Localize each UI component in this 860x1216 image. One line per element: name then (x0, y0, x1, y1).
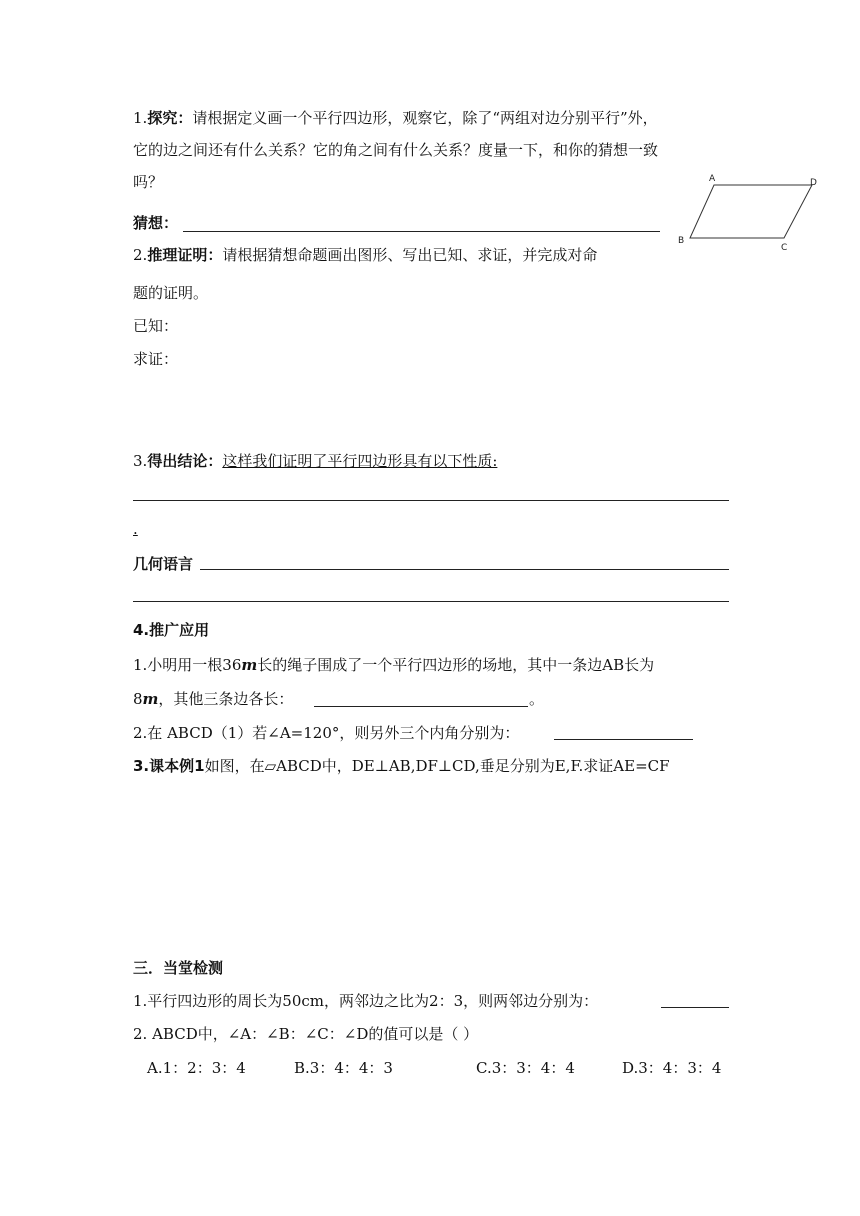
parallelogram-svg (676, 170, 824, 254)
q1-unit-m: m (241, 656, 258, 674)
q3-text: 如图，在▱ABCD中，DE⊥AB,DF⊥CD,垂足分别为E,F.求证AE=CF (204, 757, 670, 775)
q1-text-c: ，其他三条边各长： (158, 690, 294, 708)
application-q2: 2.在 ABCD（1）若∠A=120°，则另外三个内角分别为： (133, 724, 520, 742)
check-option-d: D.3：4：3：4 (622, 1059, 722, 1077)
section1-line3: 吗？ (133, 173, 164, 191)
check-q1-answer-line (661, 1007, 729, 1008)
section1-number: 1. (133, 109, 148, 127)
section2-number: 2. (133, 246, 148, 264)
section2-text1: 请根据猜想命题画出图形、写出已知、求证，并完成对命 (222, 246, 598, 264)
q1-length-value: 8 (133, 690, 143, 708)
vertex-label-d: D (810, 178, 817, 188)
application-q3 (133, 756, 670, 776)
q1-end: 。 (529, 690, 545, 708)
section1-line1 (133, 108, 658, 128)
q1-text-b: 长的绳子围成了一个平行四边形的场地，其中一条边AB长为 (257, 656, 655, 674)
q1-unit-m-2: m (142, 690, 159, 708)
prove-label: 求证： (133, 350, 179, 368)
vertex-label-a: A (709, 174, 716, 184)
conclusion-dot: . (133, 520, 138, 538)
check-title: 三．当堂检测 (133, 959, 224, 977)
check-option-c: C.3：3：4：4 (476, 1059, 575, 1077)
parallelogram-figure (676, 170, 824, 254)
check-q2: 2. ABCD中，∠A：∠B：∠C：∠D的值可以是（ ） (133, 1025, 479, 1043)
vertex-label-c: C (781, 243, 788, 253)
check-q1: 1.平行四边形的周长为50cm，两邻边之比为2：3，则两邻边分别为： (133, 992, 599, 1010)
section1-text1: 请根据定义画一个平行四边形，观察它，除了“两组对边分别平行”外， (192, 109, 658, 127)
section4-title: 4.推广应用 (133, 621, 210, 639)
section3-text: 这样我们证明了平行四边形具有以下性质: (222, 452, 498, 470)
application-q1-line2 (133, 689, 293, 709)
section3-number: 3. (133, 452, 148, 470)
q2-answer-line (554, 739, 693, 740)
vertex-label-b: B (678, 236, 685, 246)
geometry-language-label: 几何语言 (133, 555, 194, 573)
section2-line1 (133, 245, 597, 265)
q1-text-a: 1.小明用一根36 (133, 656, 242, 674)
geometry-language-line-2 (133, 601, 729, 602)
check-option-a: A.1：2：3：4 (147, 1059, 246, 1077)
section3-line1 (133, 451, 497, 471)
section1-label: 探究： (147, 109, 193, 127)
section2-label: 推理证明： (147, 246, 223, 264)
known-label: 已知： (133, 317, 179, 335)
section1-line2: 它的边之间还有什么关系？它的角之间有什么关系？度量一下，和你的猜想一致 (133, 141, 659, 159)
parallelogram-shape (690, 185, 812, 238)
guess-label: 猜想： (133, 214, 179, 232)
section3-label: 得出结论： (147, 452, 223, 470)
check-option-b: B.3：4：4：3 (294, 1059, 393, 1077)
section2-line2: 题的证明。 (133, 284, 209, 302)
application-q1-line1 (133, 655, 654, 675)
guess-answer-line (183, 231, 660, 232)
q1-answer-line (314, 706, 528, 707)
conclusion-line (133, 500, 729, 501)
q3-label: 3.课本例1 (133, 757, 205, 775)
geometry-language-line (200, 569, 729, 570)
